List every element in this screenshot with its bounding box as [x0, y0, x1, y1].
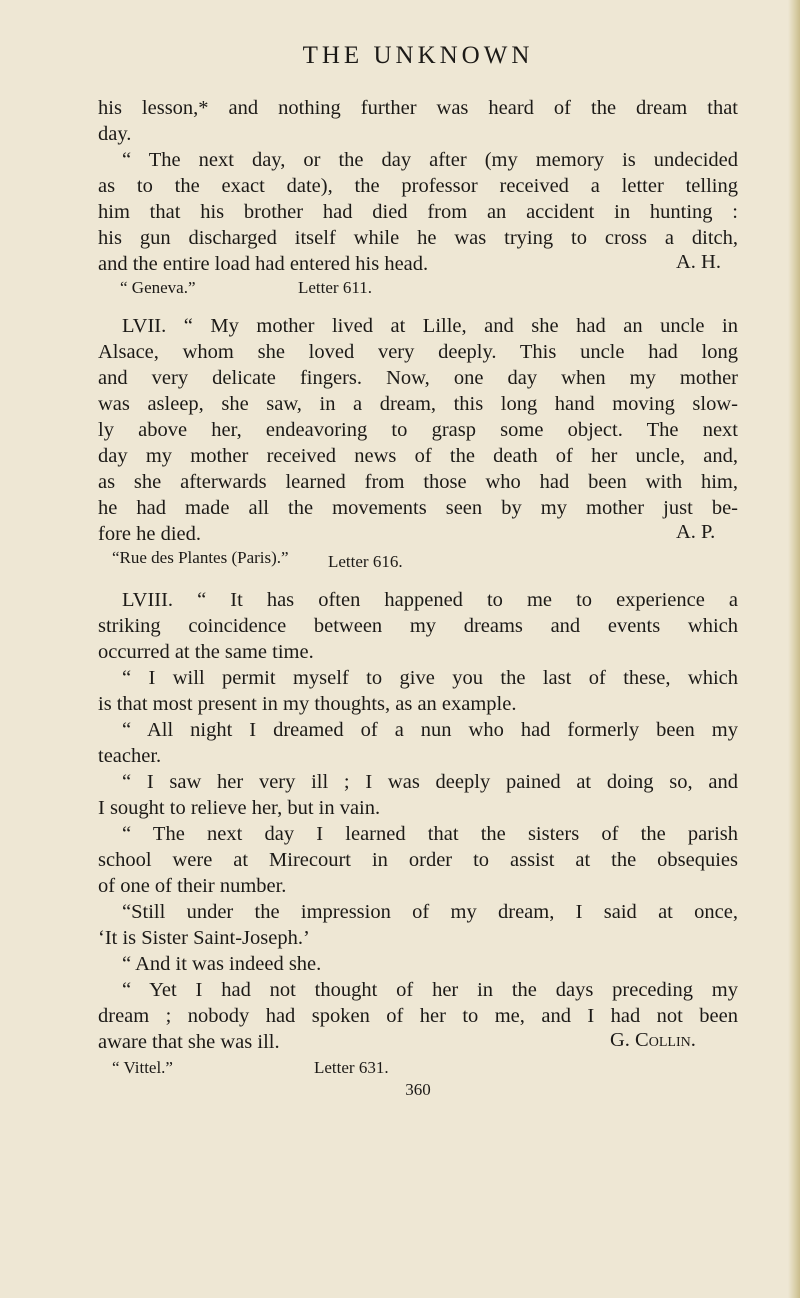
text-line: I sought to relieve her, but in vain. [98, 797, 381, 819]
text-line: ly above her, endeavoring to grasp some object. The next [98, 419, 738, 441]
text-line: and very delicate fingers. Now, one day when my mother [98, 367, 738, 389]
text-line: “ The next day, or the day after (my memory is undecided [122, 149, 738, 171]
text-line: is that most present in my thoughts, as an example. [98, 693, 517, 715]
text-line: “Still under the impression of my dream, I said at once, [122, 901, 738, 923]
text-line: and the entire load had entered his head. [98, 253, 429, 275]
text-line: “ The next day I learned that the sisters of the parish [122, 823, 738, 845]
text-line: him that his brother had died from an accident in hunting : [98, 201, 738, 223]
letter-place: “Rue des Plantes (Paris).” [112, 548, 289, 567]
text-line: day my mother received news of the death of her uncle, and, [98, 445, 738, 467]
text-line: ‘It is Sister Saint-Joseph.’ [98, 927, 310, 949]
text-line: “ All night I dreamed of a nun who had formerly been my [122, 719, 738, 741]
text-line: his gun discharged itself while he was trying to cross a ditch, [98, 227, 738, 249]
text-line: “ And it was indeed she. [122, 953, 322, 975]
text-line: dream ; nobody had spoken of her to me, and I had not been [98, 1005, 738, 1027]
text-line: “ I saw her very ill ; I was deeply pained at doing so, and [122, 771, 738, 793]
letter-number: Letter 616. [328, 552, 403, 571]
text-line: day. [98, 123, 132, 145]
letter-number: Letter 611. [298, 278, 372, 297]
text-line: school were at Mirecourt in order to assist at the obsequies [98, 849, 738, 871]
signature-name: G. Collin. [610, 1029, 696, 1051]
letter-number: Letter 631. [314, 1058, 389, 1077]
text-line: as she afterwards learned from those who had been with him, [98, 471, 738, 493]
text-line: as to the exact date), the professor received a letter telling [98, 175, 738, 197]
signature-initials: A. H. [676, 251, 721, 273]
text-line: striking coincidence between my dreams and events which [98, 615, 738, 637]
text-line: his lesson,* and nothing further was heard of the dream that [98, 97, 738, 119]
page-number: 360 [405, 1080, 431, 1099]
signature-initials: A. P. [676, 521, 716, 543]
letter-place: “ Vittel.” [112, 1058, 173, 1077]
text-line: fore he died. [98, 523, 202, 545]
letter-place: “ Geneva.” [120, 278, 196, 297]
text-line: LVIII. “ It has often happened to me to experience a [122, 589, 738, 611]
text-line: “ I will permit myself to give you the last of these, which [122, 667, 738, 689]
running-header: THE UNKNOWN [302, 42, 534, 69]
text-line: “ Yet I had not thought of her in the days preceding my [122, 979, 738, 1001]
text-line: occurred at the same time. [98, 641, 314, 663]
text-line: he had made all the movements seen by my mother just be- [98, 497, 738, 519]
text-line: teacher. [98, 745, 162, 767]
text-line: of one of their number. [98, 875, 287, 897]
text-line: LVII. “ My mother lived at Lille, and she had an uncle in [122, 315, 738, 337]
text-line: Alsace, whom she loved very deeply. This uncle had long [98, 341, 738, 363]
text-line: aware that she was ill. [98, 1031, 280, 1053]
page-edge-shadow [788, 0, 800, 1298]
text-line: was asleep, she saw, in a dream, this long hand moving slow- [98, 393, 738, 415]
